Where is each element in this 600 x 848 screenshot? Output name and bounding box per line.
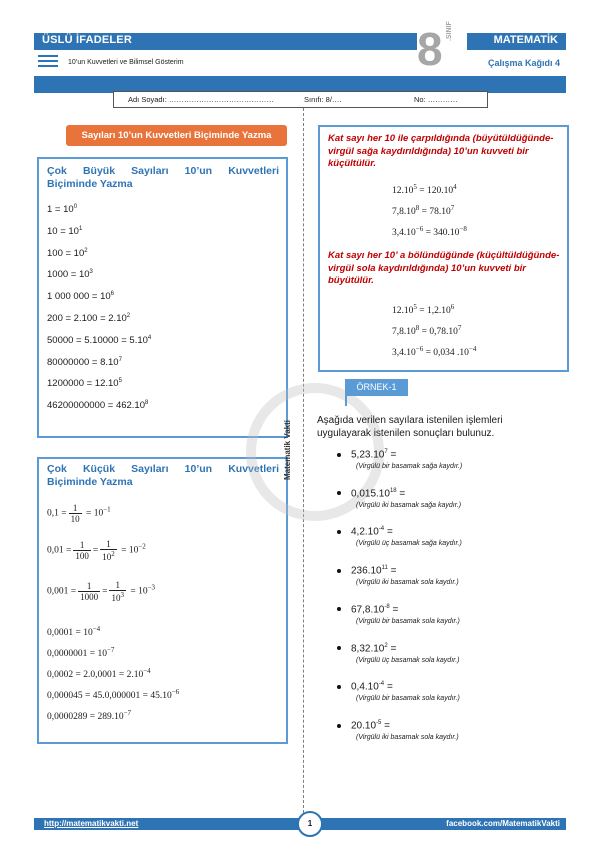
div-lhs-exponent: 5 bbox=[413, 303, 417, 311]
equals-sign: = bbox=[92, 545, 99, 556]
unit-title: ÜSLÜ İFADELER bbox=[42, 34, 132, 46]
example-item bbox=[337, 681, 393, 692]
div-lhs-exponent: 8 bbox=[415, 324, 420, 332]
example-base: 0,4.10 bbox=[351, 681, 379, 693]
facebook-link[interactable]: facebook.com/MatematikVakti bbox=[446, 819, 560, 828]
example-base: 5,23.10 bbox=[351, 449, 385, 461]
example-hint: (Virgülü bir basamak sola kaydır.) bbox=[356, 695, 460, 703]
big-number-row bbox=[47, 248, 88, 259]
big-number-exponent: 5 bbox=[118, 378, 122, 385]
example-hint: (Virgülü üç basamak sağa kaydır.) bbox=[356, 540, 462, 548]
small-number-base: 0,0000289 = 289.10 bbox=[47, 712, 124, 723]
fraction bbox=[109, 580, 126, 603]
div-rhs-exponent: 6 bbox=[450, 303, 455, 311]
fraction bbox=[73, 540, 91, 561]
page-number: 1 bbox=[297, 811, 323, 837]
small-fraction-row bbox=[47, 503, 111, 524]
example-tab: ÖRNEK-1 bbox=[345, 379, 408, 396]
small-number-base: 0,0001 = 10 bbox=[47, 628, 93, 639]
bullet-dot bbox=[337, 607, 341, 611]
small-number-row bbox=[47, 625, 100, 638]
subject-title: MATEMATİK bbox=[493, 34, 558, 46]
big-number-exponent: 6 bbox=[110, 291, 115, 298]
div-rhs-base: = 1,2.10 bbox=[419, 306, 451, 317]
small-number-row bbox=[47, 709, 131, 722]
fraction-result-base: = 10 bbox=[118, 545, 139, 556]
div-rhs-exponent: −4 bbox=[468, 345, 477, 353]
divide-rule-text: Kat sayı her 10’ a bölündüğünde (küçültüldüğünde-virgül sola kaydırıldığında) 10’un kuvveti bir büyütülür. bbox=[328, 250, 560, 286]
small-numbers-title: Çok Küçük Sayıları 10’un Kuvvetleri Biçiminde Yazma bbox=[47, 463, 279, 488]
example-item bbox=[337, 526, 393, 537]
mult-lhs-exponent: 8 bbox=[415, 204, 420, 212]
example-item bbox=[337, 488, 405, 499]
fraction-denominator-base: 10 bbox=[111, 593, 121, 603]
mult-rhs-base: = 340.10 bbox=[425, 228, 460, 239]
class-field-label: Sınıfı: 8/…. bbox=[304, 95, 342, 104]
big-number-base: 200 = 2.100 = 2.10 bbox=[47, 313, 127, 325]
student-info-box bbox=[113, 91, 488, 108]
small-number-exponent: −4 bbox=[143, 667, 151, 675]
fraction-denominator: 1000 bbox=[80, 592, 99, 602]
example-exponent: 7 bbox=[384, 449, 388, 455]
small-number-base: 0,0000001 = 10 bbox=[47, 649, 107, 660]
topic-subtitle: 10’un Kuvvetleri ve Bilimsel Gösterim bbox=[68, 59, 184, 66]
example-base: 236.10 bbox=[351, 565, 382, 577]
example-equals: = bbox=[399, 488, 406, 500]
bullet-dot bbox=[337, 453, 341, 457]
fraction-result-base: = 10 bbox=[127, 586, 148, 597]
mult-rhs-base: = 120.10 bbox=[419, 186, 454, 197]
example-exponent: -4 bbox=[378, 526, 385, 533]
menu-lines-icon bbox=[38, 55, 58, 68]
div-lhs-base: 12.10 bbox=[392, 306, 414, 317]
fraction-denominator bbox=[109, 591, 126, 603]
mult-rhs-exponent: −8 bbox=[459, 225, 467, 233]
big-number-base: 1200000 = 12.10 bbox=[47, 378, 119, 390]
fraction-denominator: 10 bbox=[70, 514, 80, 524]
name-field-label: Adı Soyadı: …………………………………… bbox=[128, 95, 274, 104]
bullet-dot bbox=[337, 569, 341, 573]
fraction bbox=[78, 581, 100, 602]
mult-lhs-exponent: 5 bbox=[413, 183, 417, 191]
big-number-row bbox=[47, 226, 82, 237]
fraction-result-exponent: −1 bbox=[103, 505, 111, 514]
equals-sign: = bbox=[102, 586, 108, 597]
big-number-exponent: 2 bbox=[84, 247, 88, 254]
fraction-lhs: 0,001 = bbox=[47, 586, 77, 597]
div-lhs-base: 3,4.10 bbox=[392, 348, 416, 359]
example-item bbox=[337, 449, 396, 460]
big-number-exponent: 7 bbox=[118, 356, 122, 363]
fraction-denominator-exponent: 2 bbox=[111, 550, 115, 558]
div-lhs-exponent: −6 bbox=[415, 345, 424, 353]
grade-number: 8 bbox=[417, 23, 443, 75]
big-number-base: 1 = 10 bbox=[47, 204, 74, 216]
big-number-row bbox=[47, 313, 130, 324]
example-hint: (Virgülü iki basamak sola kaydır.) bbox=[356, 733, 459, 741]
example-exponent: -5 bbox=[376, 719, 382, 726]
small-fraction-row bbox=[47, 580, 155, 603]
example-exponent: 18 bbox=[389, 487, 397, 494]
example-item bbox=[337, 643, 396, 654]
example-hint: (Virgülü bir basamak sola kaydır.) bbox=[356, 617, 460, 625]
small-number-row bbox=[47, 646, 114, 659]
big-number-row bbox=[47, 204, 77, 215]
example-hint: (Virgülü bir basamak sağa kaydır.) bbox=[356, 463, 463, 470]
big-number-row bbox=[47, 378, 122, 389]
div-lhs-base: 7,8.10 bbox=[392, 327, 416, 338]
big-number-base: 80000000 = 8.10 bbox=[47, 356, 119, 368]
grade-word: .SINIF bbox=[446, 21, 453, 41]
big-number-base: 10 = 10 bbox=[47, 225, 79, 237]
big-numbers-panel bbox=[37, 157, 288, 438]
big-number-exponent: 8 bbox=[145, 400, 149, 407]
div-rhs-base: = 0,034 .10 bbox=[425, 348, 469, 359]
fraction-lhs: 0,1 = bbox=[47, 508, 67, 519]
big-number-base: 1 000 000 = 10 bbox=[47, 291, 111, 303]
mult-rhs-base: = 78.10 bbox=[421, 207, 451, 218]
fraction-denominator: 100 bbox=[75, 551, 89, 561]
mult-example-row bbox=[392, 225, 467, 238]
example-item bbox=[337, 565, 396, 576]
big-number-row bbox=[47, 291, 114, 302]
small-numbers-panel bbox=[37, 457, 288, 744]
fraction-numerator: 1 bbox=[69, 503, 82, 514]
mult-lhs-base: 12.10 bbox=[392, 186, 414, 197]
website-link[interactable]: http://matematikvakti.net bbox=[44, 819, 139, 828]
bullet-dot bbox=[337, 530, 341, 534]
mult-lhs-base: 7,8.10 bbox=[392, 207, 416, 218]
div-example-row bbox=[392, 324, 461, 337]
example-equals: = bbox=[386, 526, 393, 538]
example-hint: (Virgülü iki basamak sağa kaydır.) bbox=[356, 501, 462, 509]
fraction bbox=[100, 539, 117, 562]
big-number-row bbox=[47, 357, 122, 368]
fraction-denominator bbox=[100, 550, 117, 562]
big-number-row bbox=[47, 335, 151, 346]
watermark-label: Matematik Vakti bbox=[283, 419, 292, 480]
small-number-base: 0,0002 = 2.0,0001 = 2.10 bbox=[47, 670, 144, 681]
worksheet-label: Çalışma Kağıdı 4 bbox=[487, 58, 560, 68]
example-base: 20.10 bbox=[351, 720, 377, 732]
mult-lhs-base: 3,4.10 bbox=[392, 228, 416, 239]
fraction-numerator: 1 bbox=[78, 581, 100, 592]
bullet-dot bbox=[337, 724, 341, 728]
example-hint: (Virgülü üç basamak sola kaydır.) bbox=[356, 656, 460, 664]
example-exponent: -4 bbox=[378, 681, 385, 688]
big-number-base: 1000 = 10 bbox=[47, 269, 90, 281]
div-rhs-base: = 0,78.10 bbox=[421, 327, 458, 338]
big-number-exponent: 3 bbox=[89, 269, 93, 276]
mult-example-row bbox=[392, 204, 454, 217]
big-numbers-title: Çok Büyük Sayıları 10’un Kuvvetleri Biçiminde Yazma bbox=[47, 165, 279, 190]
big-number-row bbox=[47, 269, 93, 280]
example-equals: = bbox=[386, 681, 393, 693]
example-equals: = bbox=[390, 642, 397, 654]
mult-rhs-exponent: 4 bbox=[453, 183, 457, 191]
fraction-denominator-exponent: 3 bbox=[120, 591, 124, 599]
example-base: 8,32.10 bbox=[351, 642, 385, 654]
mult-rhs-exponent: 7 bbox=[450, 204, 455, 212]
fraction-numerator: 1 bbox=[109, 580, 126, 591]
bullet-dot bbox=[337, 685, 341, 689]
fraction-result-exponent: −2 bbox=[138, 542, 146, 551]
div-example-row bbox=[392, 345, 476, 358]
mult-lhs-exponent: −6 bbox=[415, 225, 424, 233]
div-rhs-exponent: 7 bbox=[457, 324, 462, 332]
example-exponent: 2 bbox=[384, 642, 388, 649]
multiply-rule-text: Kat sayı her 10 ile çarpıldığında (büyütüldüğünde-virgül sağa kaydırıldığında) 10’un kuvveti bir küçültülür. bbox=[328, 133, 554, 169]
section-heading-button: Sayıları 10’un Kuvvetleri Biçiminde Yazma bbox=[66, 125, 287, 146]
small-number-row bbox=[47, 688, 179, 701]
example-exponent: 11 bbox=[381, 565, 388, 572]
example-equals: = bbox=[384, 720, 390, 732]
big-number-exponent: 4 bbox=[147, 334, 152, 341]
example-base: 67,8.10 bbox=[351, 604, 385, 616]
example-base: 4,2.10 bbox=[351, 526, 379, 538]
fraction-numerator: 1 bbox=[73, 540, 91, 551]
example-hint: (Virgülü iki basamak sola kaydır.) bbox=[356, 579, 459, 587]
big-number-base: 50000 = 5.10000 = 5.10 bbox=[47, 334, 148, 346]
bullet-dot bbox=[337, 491, 341, 495]
example-item bbox=[337, 720, 390, 731]
mult-example-row bbox=[392, 183, 457, 196]
fraction-result-base: = 10 bbox=[83, 508, 104, 519]
bullet-dot bbox=[337, 646, 341, 650]
big-number-row bbox=[47, 400, 148, 411]
big-number-exponent: 0 bbox=[73, 204, 78, 210]
rules-panel bbox=[318, 125, 569, 372]
example-exponent: -8 bbox=[384, 603, 390, 610]
number-field-label: No: ………… bbox=[414, 95, 458, 104]
example-equals: = bbox=[390, 449, 397, 461]
fraction-numerator: 1 bbox=[100, 539, 117, 550]
small-number-exponent: −7 bbox=[106, 646, 115, 654]
example-base: 0,015.10 bbox=[351, 488, 390, 500]
div-example-row bbox=[392, 303, 454, 316]
big-number-exponent: 1 bbox=[78, 225, 83, 232]
fraction-lhs: 0,01 = bbox=[47, 545, 72, 556]
example-item bbox=[337, 604, 398, 615]
small-number-base: 0,000045 = 45.0,000001 = 45.10 bbox=[47, 691, 172, 702]
example-equals: = bbox=[390, 565, 397, 577]
example-tab-stem bbox=[345, 396, 347, 406]
small-number-exponent: −7 bbox=[123, 709, 132, 717]
small-fraction-row bbox=[47, 539, 146, 562]
small-number-exponent: −4 bbox=[92, 625, 101, 633]
big-number-base: 100 = 10 bbox=[47, 247, 85, 259]
fraction-result-exponent: −3 bbox=[147, 583, 156, 592]
small-number-exponent: −6 bbox=[171, 688, 180, 696]
example-equals: = bbox=[392, 604, 399, 616]
big-number-exponent: 2 bbox=[126, 313, 131, 319]
fraction bbox=[69, 503, 82, 524]
fraction-denominator-base: 10 bbox=[102, 552, 112, 562]
small-number-row bbox=[47, 667, 151, 680]
big-number-base: 46200000000 = 462.10 bbox=[47, 400, 146, 412]
example-instructions: Aşağıda verilen sayılara istenilen işlemleri uygulayarak istenilen sonuçları bulunuz. bbox=[317, 415, 503, 439]
